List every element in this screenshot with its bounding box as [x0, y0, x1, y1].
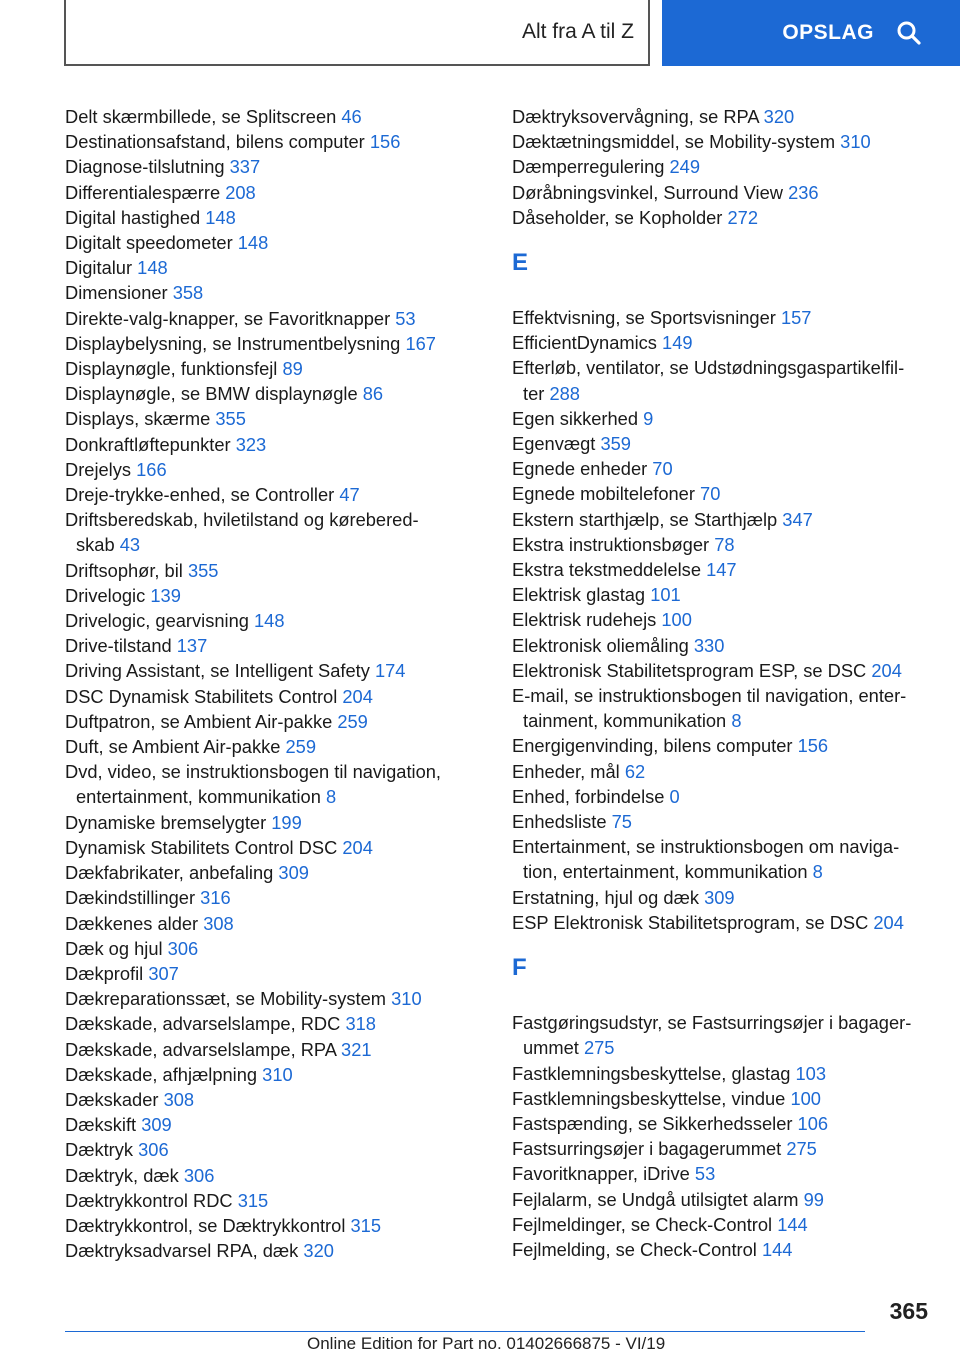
section-title: Alt fra A til Z: [521, 20, 634, 43]
entry-term: ESP Elektronisk Stabilitetsprogram, se DSC: [512, 911, 869, 933]
index-entry: [65, 1137, 465, 1162]
page-reference-link[interactable]: 315: [237, 1189, 269, 1211]
index-entry: [512, 557, 932, 582]
index-entry: [512, 633, 932, 658]
entry-term: Dæktryk: [65, 1139, 134, 1161]
index-entry: [512, 1187, 932, 1212]
page-reference-link[interactable]: 8: [325, 786, 337, 808]
index-entry: [512, 683, 932, 733]
entry-term: Dækindstillinger: [65, 887, 196, 909]
entry-term: Fastgøringsudstyr, se Fastsurringsøjer i bagager-: [512, 1012, 912, 1034]
page-reference-link[interactable]: 86: [362, 383, 384, 405]
index-entry: [512, 1061, 932, 1086]
entry-term: Duftpatron, se Ambient Air-pakke: [65, 710, 333, 732]
page-reference-link[interactable]: 148: [137, 257, 168, 279]
entry-term-continued: entertainment, kommunikation: [76, 786, 321, 808]
edition-footer: Online Edition for Part no. 01402666875 - VI/19: [307, 1334, 666, 1353]
index-entry: [65, 255, 465, 280]
page-reference-link[interactable]: 53: [694, 1163, 716, 1185]
entry-term: Dynamiske bremselygter: [65, 811, 267, 833]
index-entry: [65, 1213, 465, 1238]
index-entry: [512, 507, 932, 532]
index-entry: [512, 456, 932, 481]
index-entry: [512, 582, 932, 607]
page-reference-link[interactable]: 100: [790, 1087, 821, 1109]
index-entry: [512, 910, 932, 935]
entry-term: Elektrisk glastag: [512, 584, 646, 606]
page-reference-link[interactable]: 259: [285, 736, 317, 758]
index-entry: [65, 482, 465, 507]
entry-term-continued: ter: [523, 382, 545, 404]
index-entry: [65, 104, 465, 129]
entry-term: Displaynøgle, se BMW displaynøgle: [65, 383, 358, 405]
search-icon[interactable]: [896, 20, 922, 46]
page-reference-link[interactable]: 139: [150, 584, 181, 606]
index-entry: [65, 180, 465, 205]
entry-term: Døråbningsvinkel, Surround View: [512, 181, 783, 203]
entry-term: Favoritknapper, iDrive: [512, 1163, 690, 1185]
footer-divider: [65, 1331, 865, 1332]
index-entry: [512, 305, 932, 330]
lookup-label: OPSLAG: [782, 21, 874, 44]
entry-term: Dæktryksovervågning, se RPA: [512, 106, 759, 127]
index-entry: [65, 583, 465, 608]
index-letter-heading: E: [512, 249, 529, 277]
top-navigation: [0, 0, 960, 66]
page-reference-link[interactable]: 166: [136, 458, 167, 480]
page-reference-link[interactable]: 249: [669, 156, 701, 178]
entry-term: Digitalt speedometer: [65, 232, 233, 254]
page-reference-link[interactable]: 8: [812, 861, 823, 883]
entry-term: Dækskift: [65, 1114, 137, 1136]
entry-term: Dæk og hjul: [65, 937, 163, 959]
index-entry: [65, 608, 465, 633]
entry-term: Dækskader: [65, 1088, 159, 1110]
index-entry: [512, 607, 932, 632]
page-reference-link[interactable]: 321: [341, 1038, 372, 1060]
page-reference-link[interactable]: 99: [803, 1188, 824, 1210]
entry-term: Elektronisk oliemåling: [512, 634, 689, 656]
index-entry: [65, 684, 465, 709]
page-reference-link[interactable]: 330: [693, 634, 725, 656]
entry-term: Driving Assistant, se Intelligent Safety: [65, 660, 370, 682]
entry-term: Digitalur: [65, 257, 133, 279]
section-tab-alt-fra-a-til-z[interactable]: [64, 0, 650, 66]
page-reference-link[interactable]: 148: [205, 206, 236, 228]
index-entry: [512, 809, 932, 834]
index-entry: [65, 835, 465, 860]
entry-term: Digital hastighed: [65, 206, 201, 228]
entry-term: Elektronisk Stabilitetsprogram ESP, se DSC: [512, 659, 867, 681]
index-entry: [65, 709, 465, 734]
page-reference-link[interactable]: 204: [873, 911, 904, 933]
page-reference-link[interactable]: 199: [271, 811, 302, 833]
page-reference-link[interactable]: 315: [350, 1214, 381, 1236]
page-reference-link[interactable]: 208: [225, 181, 256, 203]
index-entry: [512, 406, 932, 431]
page-reference-link[interactable]: 275: [583, 1037, 615, 1059]
entry-term: Energigenvinding, bilens computer: [512, 735, 793, 757]
page-reference-link[interactable]: 101: [650, 584, 681, 606]
index-entry: [65, 154, 465, 179]
entry-term: Duft, se Ambient Air-pakke: [65, 736, 281, 758]
page-reference-link[interactable]: 355: [187, 559, 219, 581]
index-entry: [65, 381, 465, 406]
entry-term: Differentialespærre: [65, 181, 221, 203]
entry-term: Entertainment, se instruktionsbogen om naviga-: [512, 836, 900, 858]
page-reference-link[interactable]: 306: [183, 1164, 215, 1186]
page-reference-link[interactable]: 156: [369, 131, 401, 153]
entry-term: Drive-tilstand: [65, 635, 172, 657]
index-entry: [512, 1212, 932, 1237]
page-reference-link[interactable]: 308: [163, 1088, 195, 1110]
index-entry: [65, 911, 465, 936]
page-reference-link[interactable]: 323: [235, 433, 267, 455]
entry-term: Dækskade, advarselslampe, RDC: [65, 1013, 341, 1035]
entry-term: Egnede mobiltelefoner: [512, 483, 695, 505]
page-reference-link[interactable]: 310: [262, 1063, 293, 1085]
index-entry: [512, 104, 932, 129]
entry-term: Fastsurringsøjer i bagagerummet: [512, 1138, 782, 1160]
entry-term: Direkte-valg-knapper, se Favoritknapper: [65, 307, 391, 329]
page-reference-link[interactable]: 359: [600, 433, 631, 455]
entry-term: Dæmperregulering: [512, 156, 665, 178]
entry-term: Enhed, forbindelse: [512, 785, 670, 807]
entry-term: Dækkenes alder: [65, 912, 199, 934]
index-entry: [65, 306, 465, 331]
page-reference-link[interactable]: 306: [138, 1139, 169, 1161]
page-reference-link[interactable]: 46: [341, 106, 362, 127]
index-entry: [512, 532, 932, 557]
page-reference-link[interactable]: 100: [661, 609, 692, 631]
index-column-right: [512, 104, 932, 1262]
entry-term: Driftsophør, bil: [65, 559, 183, 581]
page-reference-link[interactable]: 355: [215, 408, 246, 430]
index-entry: [65, 1112, 465, 1137]
index-entry: [65, 633, 465, 658]
page-reference-link[interactable]: 8: [731, 710, 742, 732]
page-reference-link[interactable]: 275: [786, 1138, 817, 1160]
page-reference-link[interactable]: 337: [229, 156, 261, 178]
index-entry: [65, 558, 465, 583]
index-entry: [512, 355, 932, 405]
index-letter-heading: F: [512, 954, 527, 982]
entry-term: DSC Dynamisk Stabilitets Control: [65, 685, 338, 707]
index-entry: [65, 1087, 465, 1112]
page-reference-link[interactable]: 62: [624, 760, 646, 782]
index-entry: [512, 784, 932, 809]
page-reference-link[interactable]: 288: [549, 382, 580, 404]
entry-term-continued: ummet: [523, 1037, 579, 1059]
entry-term: Donkraftløftepunkter: [65, 433, 231, 455]
entry-term: Fastklemningsbeskyttelse, glastag: [512, 1062, 791, 1084]
page-reference-link[interactable]: 358: [172, 282, 204, 304]
index-entry: [65, 961, 465, 986]
index-column-left: [65, 104, 465, 1263]
page-reference-link[interactable]: 259: [337, 710, 368, 732]
index-entry: [65, 129, 465, 154]
index-entry: [65, 885, 465, 910]
entry-term: Egenvægt: [512, 433, 596, 455]
index-entry: [65, 810, 465, 835]
index-entry: [65, 1163, 465, 1188]
page-reference-link[interactable]: 204: [342, 836, 373, 858]
index-entry: [65, 1238, 465, 1263]
index-entry: [512, 733, 932, 758]
index-entry: [65, 356, 465, 381]
entry-term: Displays, skærme: [65, 408, 211, 430]
index-entry: [65, 507, 465, 557]
page-reference-link[interactable]: 157: [780, 307, 812, 329]
index-entry: [512, 1111, 932, 1136]
entry-term: Fejlmeldinger, se Check-Control: [512, 1213, 773, 1235]
index-entry: [512, 834, 932, 884]
entry-term: Elektrisk rudehejs: [512, 609, 657, 631]
index-entry: [65, 1188, 465, 1213]
page-reference-link[interactable]: 307: [148, 962, 179, 984]
index-entry: [512, 1136, 932, 1161]
entry-term: EfficientDynamics: [512, 332, 657, 354]
page-reference-link[interactable]: 308: [203, 912, 234, 934]
entry-term: Dæktrykkontrol, se Dæktrykkontrol: [65, 1214, 346, 1236]
index-entry: [512, 1237, 932, 1262]
entry-term: Dæktrykkontrol RDC: [65, 1189, 233, 1211]
entry-term: E-mail, se instruktionsbogen til navigation, enter-: [512, 685, 907, 707]
index-entry: [512, 330, 932, 355]
page-reference-link[interactable]: 53: [395, 307, 416, 329]
entry-term: Displaynøgle, funktionsfejl: [65, 358, 278, 380]
index-entry: [65, 1011, 465, 1036]
page-reference-link[interactable]: 167: [405, 332, 436, 354]
page-reference-link[interactable]: 89: [282, 358, 303, 380]
entry-term: Dækskade, advarselslampe, RPA: [65, 1038, 336, 1060]
index-entry: [65, 205, 465, 230]
entry-term: Ekstra tekstmeddelelse: [512, 559, 701, 581]
index-entry: [65, 860, 465, 885]
page-reference-link[interactable]: 204: [871, 659, 902, 681]
page-reference-link[interactable]: 309: [704, 886, 735, 908]
entry-term: Dækreparationssæt, se Mobility-system: [65, 988, 387, 1010]
page-reference-link[interactable]: 147: [706, 559, 737, 581]
entry-term: Ekstra instruktionsbøger: [512, 533, 710, 555]
page-reference-link[interactable]: 0: [669, 785, 680, 807]
page-reference-link[interactable]: 316: [200, 887, 231, 909]
page-reference-link[interactable]: 320: [763, 106, 795, 127]
page-reference-link[interactable]: 236: [788, 181, 819, 203]
index-entry: [512, 205, 932, 230]
entry-term: Fastspænding, se Sikkerhedsseler: [512, 1112, 793, 1134]
entry-term: Driftsberedskab, hviletilstand og kørebered-: [65, 509, 419, 531]
index-entry: [512, 180, 932, 205]
page-reference-link[interactable]: 75: [611, 811, 632, 833]
page-reference-link[interactable]: 306: [167, 937, 199, 959]
index-entry: [512, 658, 932, 683]
entry-term: Dæktryksadvarsel RPA, dæk: [65, 1240, 299, 1262]
index-entry: [65, 986, 465, 1011]
index-entry: [65, 734, 465, 759]
page-reference-link[interactable]: 309: [278, 862, 309, 884]
page-reference-link[interactable]: 106: [797, 1112, 829, 1134]
entry-term: Dynamisk Stabilitets Control DSC: [65, 836, 338, 858]
page-reference-link[interactable]: 310: [391, 988, 422, 1010]
page-reference-link[interactable]: 320: [303, 1240, 334, 1262]
entry-term: Dækfabrikater, anbefaling: [65, 862, 274, 884]
index-entry: [512, 154, 932, 179]
entry-term: Dækprofil: [65, 962, 144, 984]
entry-term-continued: tion, entertainment, kommunikation: [523, 861, 808, 883]
page-reference-link[interactable]: 47: [339, 484, 360, 506]
page-reference-link[interactable]: 318: [345, 1013, 376, 1035]
index-entry: [65, 406, 465, 431]
page-reference-link[interactable]: 70: [700, 483, 721, 505]
page-reference-link[interactable]: 149: [662, 332, 693, 354]
page-reference-link[interactable]: 148: [237, 232, 269, 254]
page-number: 365: [889, 1298, 928, 1324]
page-reference-link[interactable]: 204: [342, 685, 373, 707]
entry-term: Enheder, mål: [512, 760, 620, 782]
page-reference-link[interactable]: 70: [652, 458, 673, 480]
entry-term: Drivelogic, gearvisning: [65, 610, 249, 632]
page-reference-link[interactable]: 272: [727, 206, 758, 228]
entry-term: Dæktryk, dæk: [65, 1164, 179, 1186]
page-reference-link[interactable]: 174: [374, 660, 406, 682]
index-entry: [65, 759, 465, 809]
entry-term: Egnede enheder: [512, 458, 648, 480]
entry-term: Dvd, video, se instruktionsbogen til navigation,: [65, 761, 441, 783]
page-reference-link[interactable]: 144: [777, 1213, 808, 1235]
entry-term: Displaybelysning, se Instrumentbelysning: [65, 332, 401, 354]
entry-term: Destinationsafstand, bilens computer: [65, 131, 365, 153]
entry-term: Effektvisning, se Sportsvisninger: [512, 307, 776, 329]
page-reference-link[interactable]: 309: [141, 1114, 172, 1136]
page-reference-link[interactable]: 78: [714, 533, 735, 555]
entry-term: Dækskade, afhjælpning: [65, 1063, 258, 1085]
entry-term: Fastklemningsbeskyttelse, vindue: [512, 1087, 786, 1109]
entry-term-continued: tainment, kommunikation: [523, 710, 727, 732]
entry-term: Enhedsliste: [512, 811, 607, 833]
entry-term: Dimensioner: [65, 282, 168, 304]
index-entry: [65, 280, 465, 305]
page-reference-link[interactable]: 144: [761, 1238, 793, 1260]
entry-term: Erstatning, hjul og dæk: [512, 886, 699, 908]
entry-term-continued: skab: [76, 534, 115, 556]
page-reference-link[interactable]: 43: [119, 534, 141, 556]
index-entry: [65, 457, 465, 482]
index-entry: [512, 759, 932, 784]
page-reference-link[interactable]: 137: [176, 635, 208, 657]
entry-term: Drivelogic: [65, 584, 146, 606]
page-reference-link[interactable]: 347: [782, 508, 813, 530]
entry-term: Fejlalarm, se Undgå utilsigtet alarm: [512, 1188, 799, 1210]
entry-term: Dæktætningsmiddel, se Mobility-system: [512, 131, 836, 153]
index-entry: [512, 1086, 932, 1111]
entry-term: Dreje-trykke-enhed, se Controller: [65, 484, 335, 506]
page-reference-link[interactable]: 148: [254, 610, 285, 632]
entry-term: Drejelys: [65, 458, 132, 480]
entry-term: Fejlmelding, se Check-Control: [512, 1238, 757, 1260]
entry-term: Diagnose-tilslutning: [65, 156, 225, 178]
index-entry: [512, 885, 932, 910]
lookup-tab[interactable]: [662, 0, 960, 66]
index-entry: [512, 1161, 932, 1186]
entry-term: Delt skærmbillede, se Splitscreen: [65, 106, 337, 127]
page-reference-link[interactable]: 310: [840, 131, 871, 153]
index-entry: [65, 936, 465, 961]
index-entry: [65, 331, 465, 356]
index-entry: [65, 658, 465, 683]
page-reference-link[interactable]: 103: [795, 1062, 827, 1084]
index-entry: [65, 1037, 465, 1062]
page-reference-link[interactable]: 156: [797, 735, 829, 757]
entry-term: Efterløb, ventilator, se Udstødningsgaspartikelfil-: [512, 357, 905, 379]
page-reference-link[interactable]: 9: [643, 407, 654, 429]
entry-term: Ekstern starthjælp, se Starthjælp: [512, 508, 778, 530]
entry-term: Egen sikkerhed: [512, 407, 639, 429]
index-entry: [65, 230, 465, 255]
index-entry: [512, 431, 932, 456]
entry-term: Dåseholder, se Kopholder: [512, 206, 723, 228]
index-entry: [512, 129, 932, 154]
index-entry: [65, 432, 465, 457]
index-entry: [512, 481, 932, 506]
index-entry: [65, 1062, 465, 1087]
index-entry: [512, 1010, 932, 1060]
